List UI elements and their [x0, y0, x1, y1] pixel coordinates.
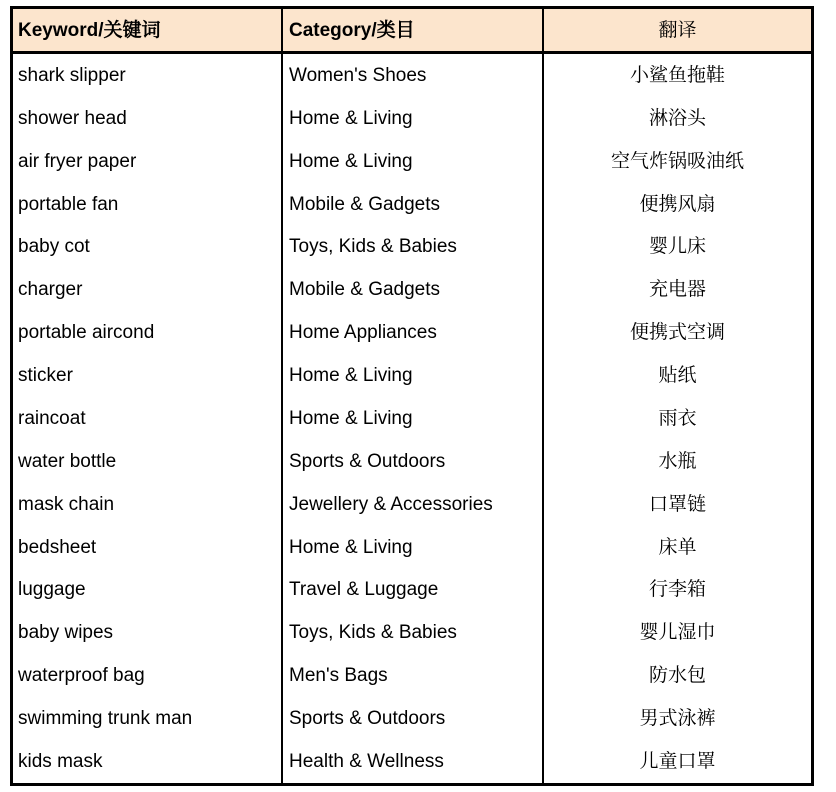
category-cell: Sports & Outdoors	[283, 697, 544, 740]
keyword-cell: swimming trunk man	[13, 697, 283, 740]
category-cell: Home & Living	[283, 97, 544, 140]
translation-cell: 防水包	[648, 665, 706, 687]
keyword-cell: waterproof bag	[13, 654, 283, 697]
keyword-cell: portable aircond	[13, 311, 283, 354]
keyword-translation-table	[10, 6, 814, 786]
keyword-cell: kids mask	[13, 740, 283, 783]
keyword-cell: baby wipes	[13, 611, 283, 654]
header-cell-category: Category/类目	[283, 9, 544, 51]
category-cell: Toys, Kids & Babies	[283, 611, 544, 654]
keyword-cell: bedsheet	[13, 526, 283, 569]
category-cell: Home & Living	[283, 354, 544, 397]
keyword-cell: mask chain	[13, 483, 283, 526]
table-row	[13, 311, 811, 354]
category-cell: Jewellery & Accessories	[283, 483, 544, 526]
keyword-cell: sticker	[13, 354, 283, 397]
keyword-cell: water bottle	[13, 440, 283, 483]
category-cell: Mobile & Gadgets	[283, 183, 544, 226]
table-row	[13, 183, 811, 226]
table-row	[13, 140, 811, 183]
table-row	[13, 268, 811, 311]
table-row	[13, 97, 811, 140]
table-row	[13, 354, 811, 397]
category-cell: Men's Bags	[283, 654, 544, 697]
translation-cell: 床单	[658, 536, 697, 558]
translation-cell: 行李箱	[648, 579, 706, 601]
keyword-cell: air fryer paper	[13, 140, 283, 183]
translation-cell: 贴纸	[658, 365, 697, 387]
translation-cell: 小鲨鱼拖鞋	[629, 64, 725, 86]
table-header-row	[13, 9, 811, 54]
table-row	[13, 654, 811, 697]
table-row	[13, 440, 811, 483]
category-cell: Home & Living	[283, 140, 544, 183]
header-cell-keyword: Keyword/关键词	[13, 9, 283, 51]
table-row	[13, 226, 811, 269]
keyword-cell: charger	[13, 268, 283, 311]
category-cell: Toys, Kids & Babies	[283, 226, 544, 269]
category-cell: Travel & Luggage	[283, 569, 544, 612]
category-cell: Sports & Outdoors	[283, 440, 544, 483]
translation-cell: 婴儿床	[648, 236, 706, 258]
table-body	[13, 54, 811, 783]
category-cell: Home & Living	[283, 397, 544, 440]
category-cell: Health & Wellness	[283, 740, 544, 783]
keyword-cell: baby cot	[13, 226, 283, 269]
keyword-cell: portable fan	[13, 183, 283, 226]
category-cell: Women's Shoes	[283, 54, 544, 97]
keyword-cell: shower head	[13, 97, 283, 140]
keyword-cell: shark slipper	[13, 54, 283, 97]
translation-cell: 婴儿湿巾	[639, 622, 716, 644]
translation-cell: 儿童口罩	[639, 750, 716, 772]
translation-cell: 淋浴头	[648, 107, 706, 129]
category-cell: Mobile & Gadgets	[283, 268, 544, 311]
translation-cell: 雨衣	[658, 407, 697, 429]
table-row	[13, 397, 811, 440]
translation-cell: 男式泳裤	[639, 708, 716, 730]
table-row	[13, 526, 811, 569]
translation-cell: 便携风扇	[639, 193, 716, 215]
table-row	[13, 54, 811, 97]
translation-cell: 便携式空调	[629, 322, 725, 344]
table-row	[13, 611, 811, 654]
header-cell-translation: 翻译	[658, 19, 697, 41]
table-row	[13, 697, 811, 740]
keyword-cell: raincoat	[13, 397, 283, 440]
translation-cell: 充电器	[648, 279, 706, 301]
translation-cell: 水瓶	[658, 450, 697, 472]
table-row	[13, 569, 811, 612]
keyword-cell: luggage	[13, 569, 283, 612]
category-cell: Home Appliances	[283, 311, 544, 354]
translation-cell: 口罩链	[648, 493, 706, 515]
table-row	[13, 740, 811, 783]
translation-cell: 空气炸锅吸油纸	[610, 150, 744, 172]
table-row	[13, 483, 811, 526]
category-cell: Home & Living	[283, 526, 544, 569]
